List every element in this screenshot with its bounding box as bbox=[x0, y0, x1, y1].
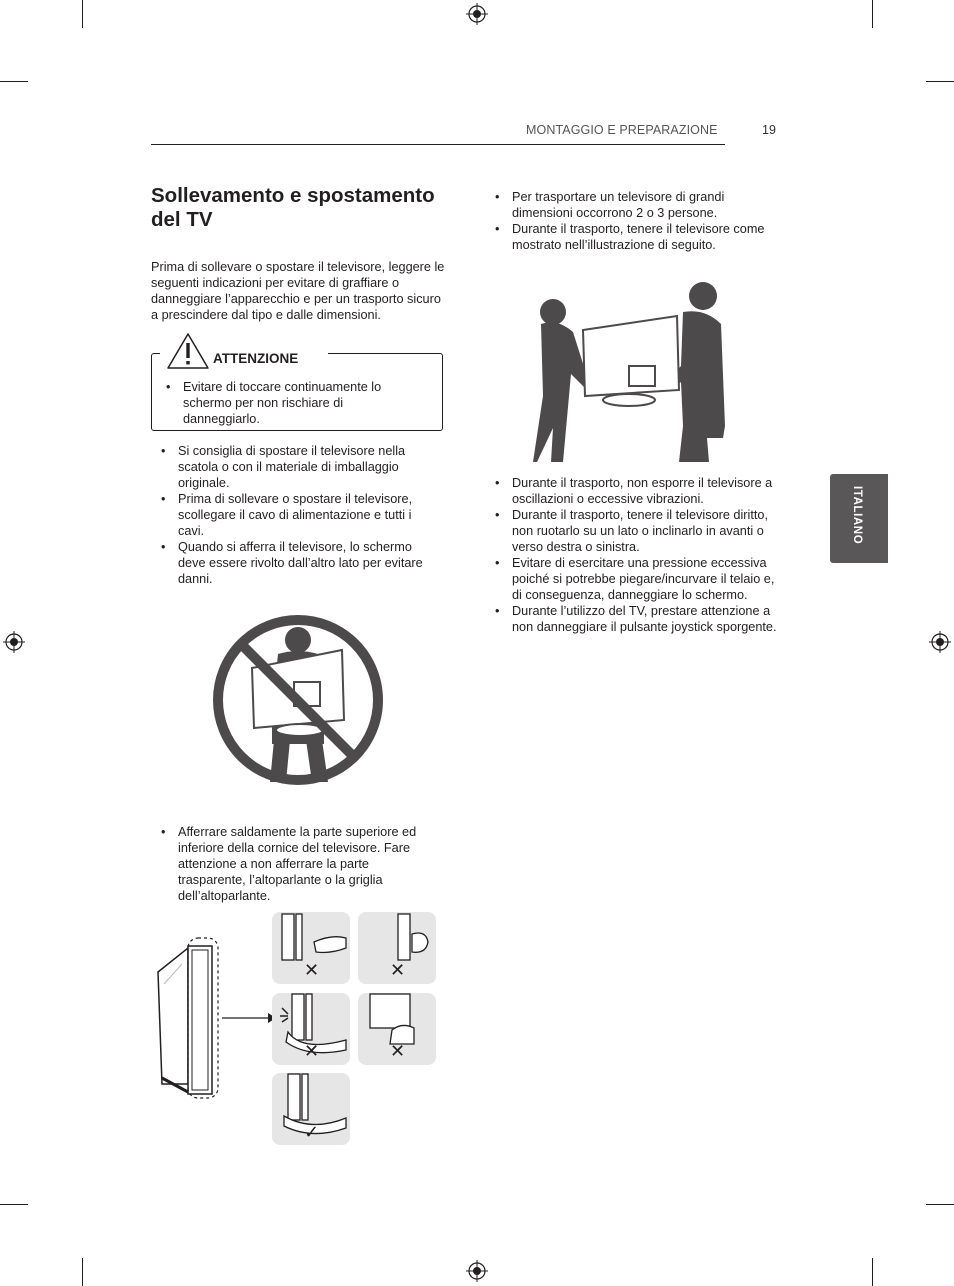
bullet-list-grip bbox=[161, 824, 421, 904]
caution-title: ATTENZIONE bbox=[213, 351, 299, 366]
crop-mark bbox=[0, 81, 28, 82]
crop-mark bbox=[0, 1204, 28, 1205]
list-item: • Durante il trasporto, non esporre il televisore a oscillazioni o eccessive vibrazioni. bbox=[495, 475, 780, 507]
wrong-mark-icon: ✕ bbox=[390, 1041, 406, 1061]
caution-list bbox=[166, 379, 402, 427]
wrong-mark-icon: ✕ bbox=[390, 960, 406, 980]
list-item: • Si consiglia di spostare il televisore nella scatola o con il materiale di imballaggio originale. bbox=[161, 443, 441, 491]
caution-item: • Evitare di toccare continuamente lo schermo per non rischiare di danneggiarlo. bbox=[166, 379, 402, 427]
header-rule bbox=[151, 144, 725, 145]
page-title: Sollevamento e spostamento del TV bbox=[151, 184, 435, 231]
list-item: • Durante l’utilizzo del TV, prestare attenzione a non danneggiare il pulsante joystick sporgente. bbox=[495, 603, 780, 635]
list-item: • Durante il trasporto, tenere il televisore come mostrato nell’illustrazione di seguito. bbox=[495, 221, 780, 253]
grip-details-illustration bbox=[272, 912, 438, 1146]
language-tab bbox=[830, 474, 888, 563]
list-item: • Prima di sollevare o spostare il televisore, scollegare il cavo di alimentazione e tutti i cavi. bbox=[161, 491, 441, 539]
list-item: • Afferrare saldamente la parte superiore ed inferiore della cornice del televisore. Fare attenzione a non afferrare la parte trasparente, l’altoparlante o la griglia dell’altoparlante. bbox=[161, 824, 421, 904]
wrong-mark-icon: ✕ bbox=[304, 1041, 320, 1061]
crop-mark bbox=[82, 1258, 83, 1286]
crop-mark bbox=[872, 0, 873, 28]
crop-mark bbox=[926, 1204, 954, 1205]
warning-icon bbox=[166, 332, 210, 370]
crop-mark bbox=[926, 81, 954, 82]
tv-side-view-illustration bbox=[152, 934, 277, 1104]
crop-mark bbox=[872, 1258, 873, 1286]
registration-mark-icon bbox=[466, 1260, 488, 1282]
page-number: 19 bbox=[762, 123, 776, 137]
prohibited-carry-illustration bbox=[208, 612, 388, 792]
crop-mark bbox=[82, 0, 83, 28]
registration-mark-icon bbox=[466, 3, 488, 25]
language-tab-label: ITALIANO bbox=[851, 486, 863, 545]
header-section-title: MONTAGGIO E PREPARAZIONE bbox=[526, 123, 718, 137]
list-item: • Durante il trasporto, tenere il televisore diritto, non ruotarlo su un lato o inclinarlo in avanti o verso destra o sinistra. bbox=[495, 507, 780, 555]
list-item: • Per trasportare un televisore di grandi dimensioni occorrono 2 o 3 persone. bbox=[495, 189, 780, 221]
bullet-list-right-top bbox=[495, 189, 780, 253]
two-person-carry-illustration bbox=[533, 278, 733, 464]
correct-mark-icon: ✓ bbox=[304, 1122, 320, 1142]
bullet-list-right-bottom bbox=[495, 475, 780, 635]
list-item: • Evitare di esercitare una pressione eccessiva poiché si potrebbe piegare/incurvare il telaio e, di conseguenza, danneggiare lo schermo. bbox=[495, 555, 780, 603]
wrong-mark-icon: ✕ bbox=[304, 960, 320, 980]
registration-mark-icon bbox=[3, 631, 25, 653]
bullet-list-left bbox=[161, 443, 441, 587]
intro-paragraph: Prima di sollevare o spostare il televisore, leggere le seguenti indicazioni per evitare di graffiare o danneggiare l’apparecchio e per un trasporto sicuro a prescindere dal tipo e dalle dimensioni. bbox=[151, 260, 445, 322]
list-item: • Quando si afferra il televisore, lo schermo deve essere rivolto dall’altro lato per evitare danni. bbox=[161, 539, 441, 587]
registration-mark-icon bbox=[929, 631, 951, 653]
